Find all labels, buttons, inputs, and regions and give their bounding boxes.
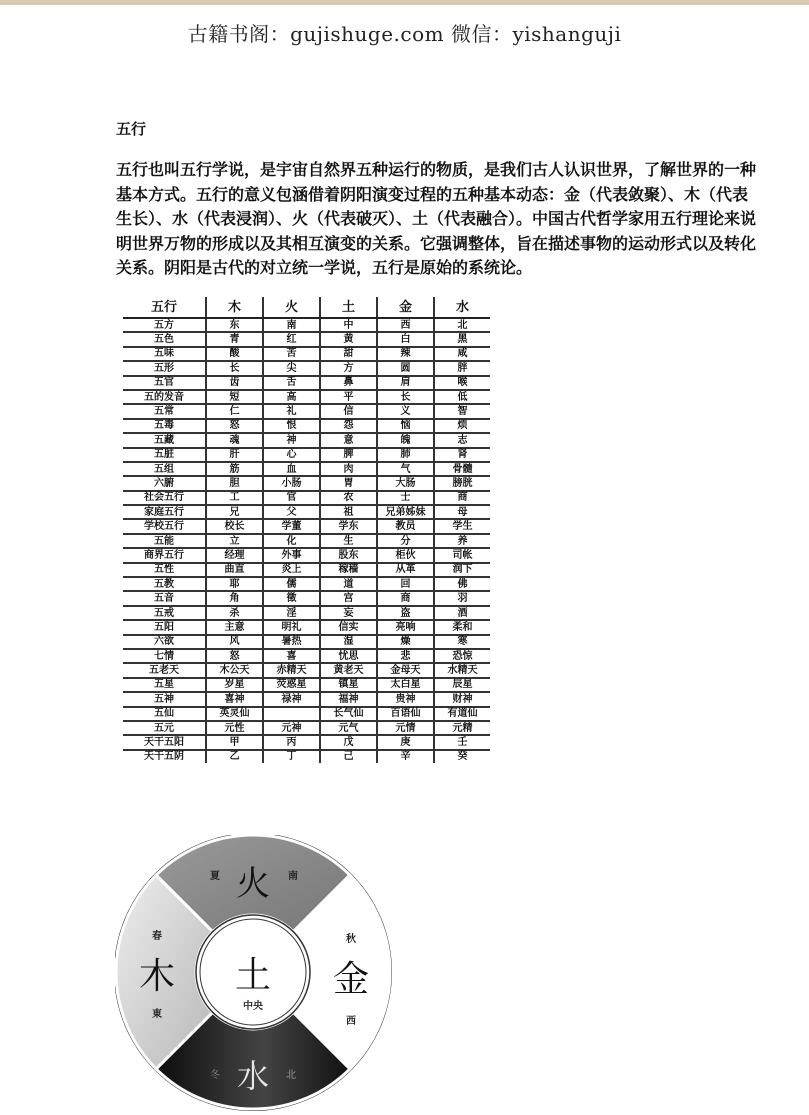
table-cell: 信实: [320, 620, 377, 634]
table-cell: 商: [377, 591, 434, 605]
table-row: [123, 404, 490, 418]
water-season: 冬: [210, 1070, 220, 1081]
table-cell: 平: [320, 390, 377, 404]
table-cell: 齿: [206, 376, 263, 390]
table-row: [123, 433, 490, 447]
table-cell: 气: [377, 462, 434, 476]
table-cell: 生: [320, 534, 377, 548]
table-cell: 喜: [263, 649, 320, 663]
intro-paragraph: [116, 158, 756, 281]
table-row: [123, 505, 490, 519]
table-cell: 经理: [206, 548, 263, 562]
table-cell: 元性: [206, 721, 263, 735]
table-row: [123, 448, 490, 462]
table-row: [123, 678, 490, 692]
row-label: 五味: [123, 347, 206, 361]
table-cell: 黑: [434, 332, 490, 346]
table-cell: 道: [320, 577, 377, 591]
table-cell: 肝: [206, 448, 263, 462]
table-cell: 儒: [263, 577, 320, 591]
column-header: 五行: [123, 297, 206, 318]
fire-season: 夏: [210, 871, 220, 882]
table-cell: 怒: [206, 419, 263, 433]
row-label: 五的发音: [123, 390, 206, 404]
table-row: [123, 663, 490, 677]
table-cell: 父: [263, 505, 320, 519]
table-row: [123, 635, 490, 649]
table-cell: 鼻: [320, 376, 377, 390]
row-label: 五老天: [123, 663, 206, 677]
table-row: [123, 620, 490, 634]
wood-season: 春: [152, 931, 162, 942]
table-row: [123, 649, 490, 663]
table-cell: 兄弟姊妹: [377, 505, 434, 519]
row-label: 六欲: [123, 635, 206, 649]
table-cell: 羽: [434, 591, 490, 605]
table-row: [123, 519, 490, 533]
water-label: 水: [236, 1057, 270, 1095]
row-label: 五音: [123, 591, 206, 605]
table-row: [123, 735, 490, 749]
table-row: [123, 577, 490, 591]
table-cell: 福神: [320, 692, 377, 706]
table-cell: 魂: [206, 433, 263, 447]
table-cell: 庚: [377, 735, 434, 749]
row-label: 五常: [123, 404, 206, 418]
table-row: [123, 750, 490, 763]
table-cell: 曲直: [206, 563, 263, 577]
table-row: [123, 376, 490, 390]
table-cell: 神: [263, 433, 320, 447]
table-cell: 士: [377, 491, 434, 505]
table-cell: 风: [206, 635, 263, 649]
table-cell: 舌: [263, 376, 320, 390]
table-cell: 有道仙: [434, 707, 490, 721]
table-cell: 胃: [320, 476, 377, 490]
row-label: 五方: [123, 318, 206, 332]
table-cell: 烦: [434, 419, 490, 433]
table-cell: 赤精天: [263, 663, 320, 677]
table-cell: 辛: [377, 750, 434, 763]
table-cell: 兄: [206, 505, 263, 519]
table-cell: 壬: [434, 735, 490, 749]
table-cell: 寒: [434, 635, 490, 649]
column-header: 火: [263, 297, 320, 318]
row-label: 学校五行: [123, 519, 206, 533]
table-cell: 骨髓: [434, 462, 490, 476]
table-row: [123, 332, 490, 346]
table-cell: 短: [206, 390, 263, 404]
row-label: 五性: [123, 563, 206, 577]
table-cell: 恼: [377, 419, 434, 433]
table-cell: 南: [263, 318, 320, 332]
table-cell: 分: [377, 534, 434, 548]
table-cell: 工: [206, 491, 263, 505]
table-cell: 亮响: [377, 620, 434, 634]
table-cell: 白: [377, 332, 434, 346]
table-cell: 股东: [320, 548, 377, 562]
table-header-row: [123, 297, 490, 318]
table-row: [123, 721, 490, 735]
table-cell: 长: [377, 390, 434, 404]
table-cell: 学东: [320, 519, 377, 533]
table-cell: 膀胱: [434, 476, 490, 490]
table-cell: 教员: [377, 519, 434, 533]
table-cell: 岁星: [206, 678, 263, 692]
row-label: 五藏: [123, 433, 206, 447]
wood-label: 木: [138, 956, 176, 997]
table-cell: 稼穑: [320, 563, 377, 577]
table-row: [123, 361, 490, 375]
column-header: 木: [206, 297, 263, 318]
table-cell: 低: [434, 390, 490, 404]
table-cell: 红: [263, 332, 320, 346]
fire-direction: 南: [288, 871, 298, 882]
table-cell: 圆: [377, 361, 434, 375]
table-cell: 黄: [320, 332, 377, 346]
row-label: 商界五行: [123, 548, 206, 562]
table-cell: 尖: [263, 361, 320, 375]
table-cell: 青: [206, 332, 263, 346]
column-header: 水: [434, 297, 490, 318]
table-row: [123, 692, 490, 706]
row-label: 五色: [123, 332, 206, 346]
table-cell: 黄老天: [320, 663, 377, 677]
row-label: 五教: [123, 577, 206, 591]
table-cell: 淫: [263, 606, 320, 620]
table-cell: 宫: [320, 591, 377, 605]
table-cell: 喜神: [206, 692, 263, 706]
table-cell: 方: [320, 361, 377, 375]
table-cell: 喉: [434, 376, 490, 390]
table-row: [123, 390, 490, 404]
table-cell: 财神: [434, 692, 490, 706]
table-cell: 信: [320, 404, 377, 418]
table-cell: 血: [263, 462, 320, 476]
table-cell: 肺: [377, 448, 434, 462]
table-cell: 妄: [320, 606, 377, 620]
table-cell: 智: [434, 404, 490, 418]
table-cell: 耶: [206, 577, 263, 591]
row-label: 五元: [123, 721, 206, 735]
table-cell: 甜: [320, 347, 377, 361]
row-label: 天干五阳: [123, 735, 206, 749]
table-cell: 义: [377, 404, 434, 418]
table-cell: 回: [377, 577, 434, 591]
table-row: [123, 419, 490, 433]
table-cell: 甲: [206, 735, 263, 749]
table-row: [123, 347, 490, 361]
table-cell: 贵神: [377, 692, 434, 706]
table-cell: 外事: [263, 548, 320, 562]
table-cell: 柜伙: [377, 548, 434, 562]
table-cell: 中: [320, 318, 377, 332]
table-cell: 盗: [377, 606, 434, 620]
table-cell: 礼: [263, 404, 320, 418]
row-label: 五星: [123, 678, 206, 692]
table-cell: 柔和: [434, 620, 490, 634]
table-row: [123, 462, 490, 476]
row-label: 五神: [123, 692, 206, 706]
table-cell: 乙: [206, 750, 263, 763]
row-label: 六腑: [123, 476, 206, 490]
metal-season: 秋: [346, 934, 356, 945]
table-cell: 长气仙: [320, 707, 377, 721]
five-elements-wheel: [115, 835, 395, 1115]
table-cell: 癸: [434, 750, 490, 763]
metal-label: 金: [332, 959, 370, 1000]
table-cell: 恐惊: [434, 649, 490, 663]
row-label: 五阳: [123, 620, 206, 634]
table-row: [123, 591, 490, 605]
table-cell: 恨: [263, 419, 320, 433]
table-cell: 丁: [263, 750, 320, 763]
table-cell: 金母天: [377, 663, 434, 677]
row-label: 家庭五行: [123, 505, 206, 519]
table-cell: 怨: [320, 419, 377, 433]
table-cell: 禄神: [263, 692, 320, 706]
table-cell: 北: [434, 318, 490, 332]
table-cell: 戊: [320, 735, 377, 749]
table-cell: 司帐: [434, 548, 490, 562]
table-cell: 酸: [206, 347, 263, 361]
row-label: 七情: [123, 649, 206, 663]
table-cell: 苦: [263, 347, 320, 361]
table-cell: 魄: [377, 433, 434, 447]
five-elements-table: [123, 297, 490, 763]
table-row: [123, 606, 490, 620]
row-label: 五毒: [123, 419, 206, 433]
table-cell: 商: [434, 491, 490, 505]
table-cell: 胆: [206, 476, 263, 490]
table-cell: 悲: [377, 649, 434, 663]
earth-label: 土: [234, 955, 272, 996]
table-cell: 大肠: [377, 476, 434, 490]
table-cell: 元气: [320, 721, 377, 735]
fire-label: 火: [236, 864, 270, 904]
column-header: 金: [377, 297, 434, 318]
earth-direction: 中央: [243, 1001, 263, 1012]
top-border: [0, 0, 809, 5]
table-cell: 筋: [206, 462, 263, 476]
wood-direction: 東: [152, 1009, 162, 1020]
table-cell: [263, 707, 320, 721]
row-label: 五形: [123, 361, 206, 375]
table-row: [123, 491, 490, 505]
table-cell: 湿: [320, 635, 377, 649]
paragraph-line: 明世界万物的形成以及其相互演变的关系。它强调整体，旨在描述事物的运动形式以及转化: [116, 233, 757, 253]
table-row: [123, 563, 490, 577]
table-cell: 东: [206, 318, 263, 332]
table-cell: 英灵仙: [206, 707, 263, 721]
table-cell: 心: [263, 448, 320, 462]
table-cell: 徵: [263, 591, 320, 605]
row-label: 五能: [123, 534, 206, 548]
table-cell: 辣: [377, 347, 434, 361]
table-cell: 化: [263, 534, 320, 548]
table-cell: 元精: [434, 721, 490, 735]
table-cell: 校长: [206, 519, 263, 533]
table-cell: 胖: [434, 361, 490, 375]
table-cell: 西: [377, 318, 434, 332]
table-cell: 母: [434, 505, 490, 519]
table-cell: 荧惑星: [263, 678, 320, 692]
table-cell: 肩: [377, 376, 434, 390]
water-direction: 北: [286, 1070, 296, 1081]
table-cell: 怒: [206, 649, 263, 663]
row-label: 五组: [123, 462, 206, 476]
row-label: 五戒: [123, 606, 206, 620]
table-cell: 学董: [263, 519, 320, 533]
table-cell: 仁: [206, 404, 263, 418]
table-cell: 木公天: [206, 663, 263, 677]
table-row: [123, 548, 490, 562]
table-cell: 立: [206, 534, 263, 548]
table-cell: 暑热: [263, 635, 320, 649]
table-cell: 佛: [434, 577, 490, 591]
table-cell: 肾: [434, 448, 490, 462]
table-cell: 长: [206, 361, 263, 375]
table-cell: 明礼: [263, 620, 320, 634]
table-cell: 丙: [263, 735, 320, 749]
table-row: [123, 476, 490, 490]
row-label: 五脏: [123, 448, 206, 462]
table-row: [123, 318, 490, 332]
table-cell: 酒: [434, 606, 490, 620]
site-header: 古籍书阁：gujishuge.com 微信：yishanguji: [187, 22, 622, 46]
table-cell: 肉: [320, 462, 377, 476]
table-cell: 炎上: [263, 563, 320, 577]
row-label: 天干五阴: [144, 751, 184, 763]
table-cell: 农: [320, 491, 377, 505]
table-cell: 角: [206, 591, 263, 605]
table-cell: 从革: [377, 563, 434, 577]
metal-direction: 西: [346, 1016, 356, 1027]
column-header: 土: [320, 297, 377, 318]
table-cell: 杀: [206, 606, 263, 620]
table-cell: 水精天: [434, 663, 490, 677]
table-cell: 镇星: [320, 678, 377, 692]
table-cell: 高: [263, 390, 320, 404]
table-cell: 官: [263, 491, 320, 505]
table-cell: 元情: [377, 721, 434, 735]
table-cell: 己: [320, 750, 377, 763]
table-row: [123, 534, 490, 548]
paragraph-line: 五行也叫五行学说，是宇宙自然界五种运行的物质，是我们古人认识世界，了解世界的一种: [116, 160, 757, 179]
paragraph-line: 关系。阴阳是古代的对立统一学说，五行是原始的系统论。: [116, 258, 533, 277]
row-label: 五仙: [123, 707, 206, 721]
table-cell: 燥: [377, 635, 434, 649]
table-cell: 意: [320, 433, 377, 447]
table-cell: 主意: [206, 620, 263, 634]
table-cell: 百语仙: [377, 707, 434, 721]
table-cell: 忧思: [320, 649, 377, 663]
paragraph-line: 基本方式。五行的意义包涵借着阴阳演变过程的五种基本动态：金（代表敛聚）、木（代表: [116, 184, 749, 204]
row-label: 社会五行: [123, 491, 206, 505]
table-cell: 润下: [434, 563, 490, 577]
table-cell: 脾: [320, 448, 377, 462]
paragraph-line: 生长）、水（代表浸润）、火（代表破灭）、土（代表融合）。中国古代哲学家用五行理论来说: [116, 209, 757, 228]
table-cell: 学生: [434, 519, 490, 533]
table-cell: 太白星: [377, 678, 434, 692]
table-cell: 祖: [320, 505, 377, 519]
table-cell: 志: [434, 433, 490, 447]
table-cell: 养: [434, 534, 490, 548]
table-cell: 咸: [434, 347, 490, 361]
table-cell: 元神: [263, 721, 320, 735]
table-row: [123, 707, 490, 721]
table-cell: 辰星: [434, 678, 490, 692]
section-title: 五行: [116, 120, 147, 138]
row-label: 五官: [123, 376, 206, 390]
table-cell: 小肠: [263, 476, 320, 490]
